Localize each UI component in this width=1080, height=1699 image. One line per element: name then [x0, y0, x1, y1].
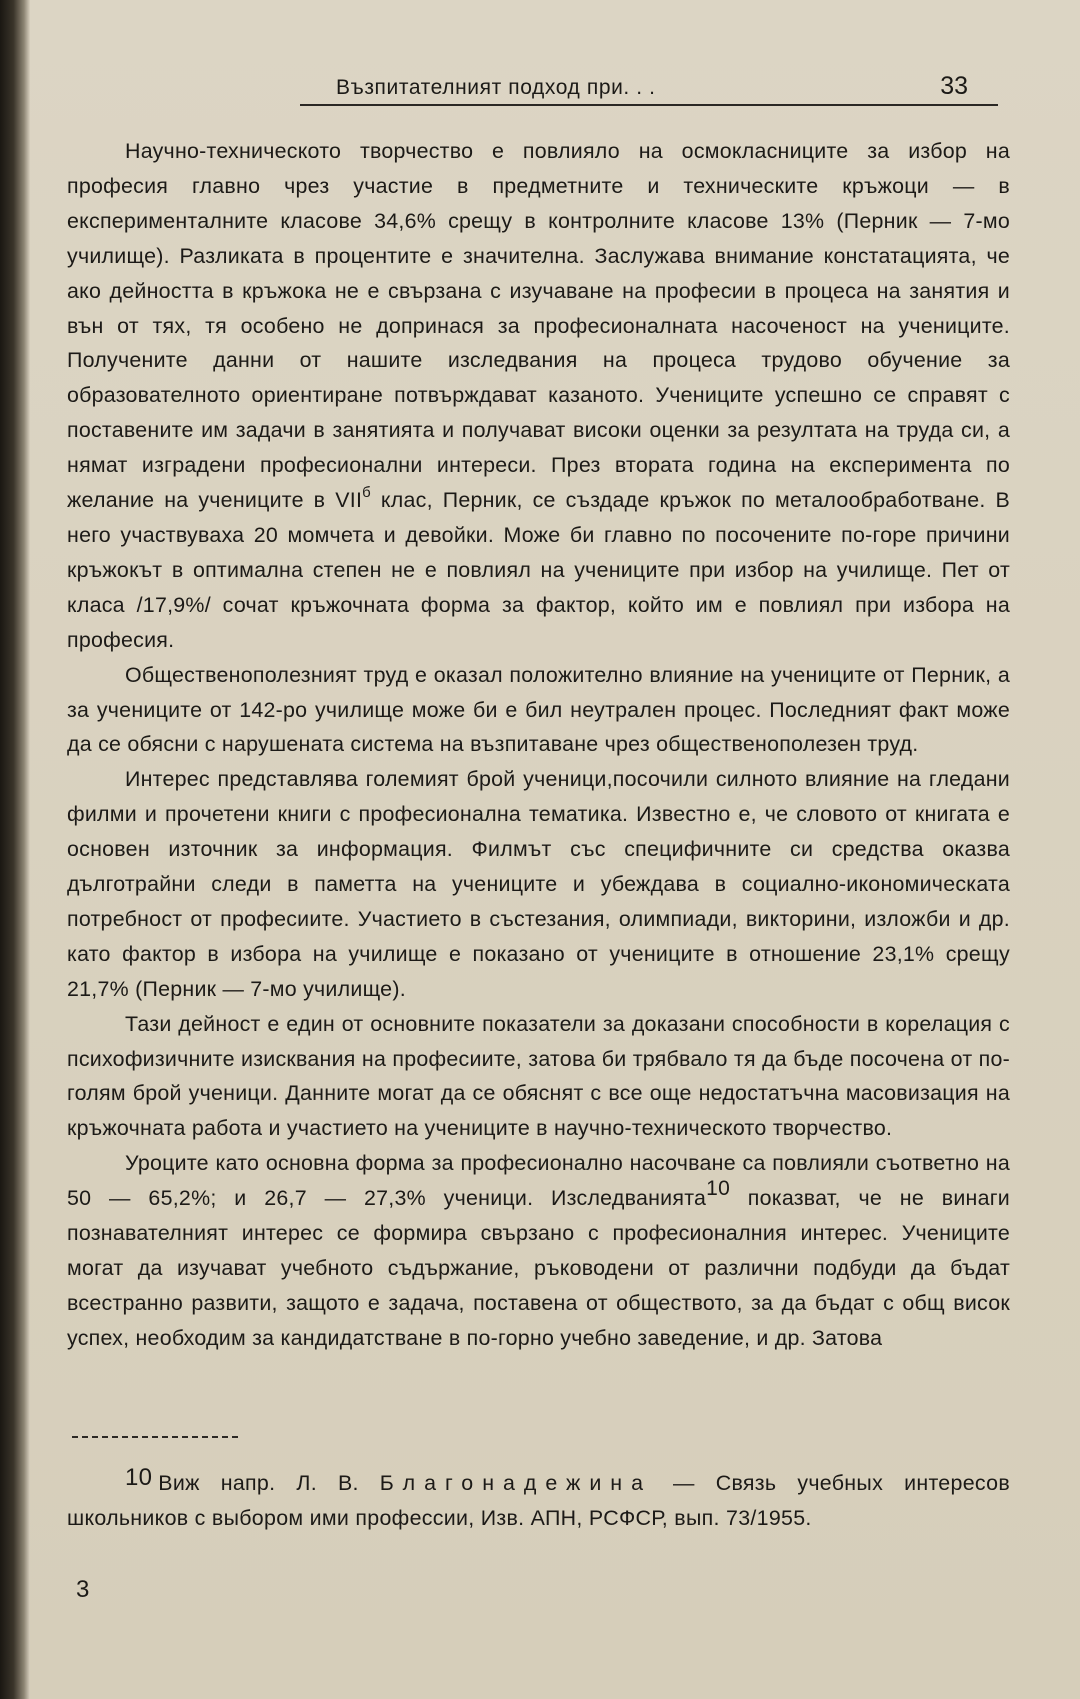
- paragraph-5-text: Уроците като основна форма за професионално насочване са повлияли съответно на 50 — 65,2%; и 26,7 — 27,3% ученици. Изследванията: [67, 1151, 1010, 1211]
- book-spine: [0, 0, 30, 1699]
- footnote-divider: [72, 1436, 238, 1438]
- paragraph-5: [67, 1146, 1010, 1355]
- paragraph-1-text: Научно-техническото творчество е повлияло на осмокласниците за избор на професия главно чрез участие в предметните и техническите кръжоци — в експерименталните класове 34,6% срещу в контролните класове 13% (Перник — 7-мо училище). Разликата в процентите е значителна. Заслужава внимание констатацията, че ако дейността в кръжока не е свързана с изучаване на професии в процеса на занятия и вън от тях, тя особено не допринася за професионалната насоченост на учениците. Получените данни от нашите изследвания на процеса трудово обучение за образователното ориентиране потвърждават казаното. Учениците успешно се справят с поставените им задачи в занятията и получават високи оценки за резултата на труда си, а нямат изградени професионални интереси. През втората година на експеримента по желание на учениците в: [67, 139, 1010, 513]
- paragraph-5-continuation: показват, че не винаги познавателният интерес се формира свързано с професионалния интерес. Учениците могат да изучават учебното съдържание, ръководени от различни подбуди да бъдат всестранно развити, защото е задача, поставена от обществото, за да бъдат с общ висок успех, необходим за кандидатстване в по-горно учебно заведение, и др. Затова: [67, 1186, 1010, 1350]
- body-text: [67, 134, 1010, 1356]
- class-label: VII: [335, 488, 363, 513]
- footnote-number: 10: [125, 1464, 153, 1491]
- footnote-citation: — Связь учебных интересов школьников с выбором ими профессии, Изв. АПН, РСФСР, вып. 73/1955.: [67, 1471, 1010, 1530]
- class-superscript: б: [362, 484, 371, 502]
- page-number: 33: [940, 72, 968, 100]
- paragraph-1: [67, 134, 1010, 658]
- printer-signature-mark: 3: [76, 1576, 90, 1603]
- footnote-author: Благонадежина: [379, 1471, 653, 1495]
- page-header: [300, 70, 998, 106]
- paragraph-3: Интерес представлява големият брой ученици,посочили силното влияние на гледани филми и прочетени книги с професионална тематика. Известно е, че словото от книгата е основен източник за информация. Филмът със специфичните си средства оказва дълготрайни следи в паметта на учениците и убеждава в социално-икономическата потребност от професиите. Участието в състезания, олимпиади, викторини, изложби и др. като фактор в избора на училище е показано от учениците в отношение 23,1% срещу 21,7% (Перник — 7-мо училище).: [67, 767, 1010, 1001]
- paragraph-1-continuation: клас, Перник, се създаде кръжок по металообработване. В него участвуваха 20 момчета и девойки. Може би главно по посочените по-горе причини кръжокът в оптимална степен не е повлиял на учениците при избор на училище. Пет от класа /17,9%/ сочат кръжочната форма за фактор, който им е повлиял при избора на професия.: [67, 488, 1010, 652]
- footnote-reference: 10: [706, 1177, 731, 1201]
- running-title: Възпитателният подход при. . .: [336, 76, 656, 99]
- paragraph-2: Общественополезният труд е оказал положително влияние на учениците от Перник, а за учениците от 142-ро училище може би е бил неутрален процес. Последният факт може да се обясни с нарушената система на възпитаване чрез общественополезен труд.: [67, 662, 1010, 757]
- paragraph-4: Тази дейност е един от основните показатели за доказани способности в корелация с психофизичните изисквания на професиите, затова би трябвало тя да бъде посочена от по-голям брой ученици. Данните могат да се обяснят с все още недостатъчна масовизация на кръжочната работа и участието на учениците в научно-техническото творчество.: [67, 1011, 1010, 1141]
- footnote-lead: Виж напр. Л. В.: [158, 1471, 380, 1495]
- footnote: [67, 1466, 1010, 1536]
